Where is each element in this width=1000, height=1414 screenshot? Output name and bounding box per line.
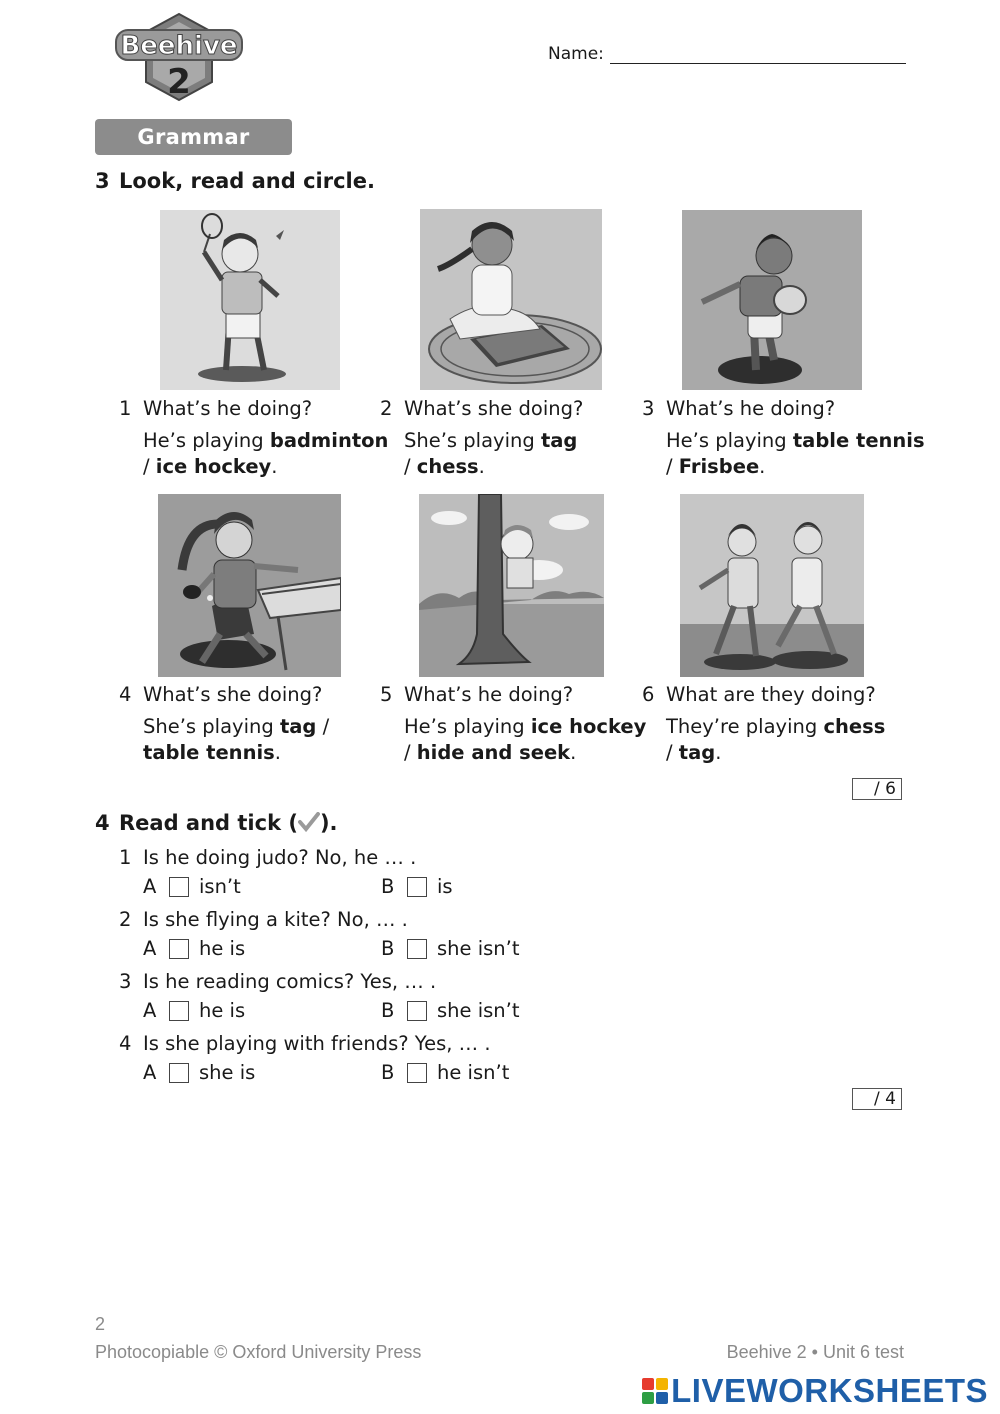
page-number: 2 xyxy=(95,1314,106,1334)
answer-line: He’s playing badminton xyxy=(143,429,389,452)
exercise-3-title-text: Look, read and circle. xyxy=(119,169,375,193)
answer-option[interactable]: table tennis xyxy=(792,429,925,452)
answer-line: They’re playing chess xyxy=(666,715,886,738)
answer-line: / tag. xyxy=(666,741,722,764)
answer-line: He’s playing ice hockey xyxy=(404,715,647,738)
answer-option[interactable]: tag xyxy=(279,715,317,738)
answer-line: table tennis. xyxy=(143,741,281,764)
exercise-4-number: 4 xyxy=(95,811,110,835)
question-item xyxy=(642,682,922,772)
score-box: / 4 xyxy=(852,1088,902,1110)
picture-table-tennis xyxy=(158,494,341,677)
question-text: Is he reading comics? Yes, … . xyxy=(143,970,437,993)
tick-question xyxy=(119,970,619,1026)
question-text: What’s he doing? xyxy=(404,683,574,706)
answer-option[interactable]: tag xyxy=(540,429,578,452)
option-a: A she is xyxy=(143,1061,256,1084)
tick-question xyxy=(119,1032,619,1088)
answer-line: She’s playing tag xyxy=(404,429,578,452)
liveworksheets-text: LIVEWORKSHEETS xyxy=(671,1372,988,1409)
picture-tag xyxy=(680,494,864,677)
liveworksheets-watermark xyxy=(642,1372,988,1410)
picture-hide-and-seek xyxy=(419,494,604,677)
question-number: 2 xyxy=(119,908,132,931)
answer-option[interactable]: table tennis xyxy=(143,741,275,764)
question-item xyxy=(380,682,647,772)
question-number: 1 xyxy=(119,846,132,869)
question-item xyxy=(642,396,925,486)
option-b: B she isn’t xyxy=(381,999,520,1022)
name-label: Name: xyxy=(548,44,604,64)
answer-option[interactable]: chess xyxy=(416,455,479,478)
picture-chess xyxy=(420,209,602,390)
question-text: Is she playing with friends? Yes, … . xyxy=(143,1032,491,1055)
exercise-3-number: 3 xyxy=(95,169,110,193)
beehive-logo xyxy=(112,10,246,104)
question-text: What’s he doing? xyxy=(666,397,836,420)
checkbox[interactable] xyxy=(407,1001,427,1021)
name-field[interactable] xyxy=(610,45,906,64)
option-b: B is xyxy=(381,875,453,898)
exercise-3-title xyxy=(95,169,375,193)
option-a: A he is xyxy=(143,937,246,960)
copyright-text: Photocopiable © Oxford University Press xyxy=(95,1342,422,1362)
exercise-4-title: 4 Read and tick ( ). xyxy=(95,811,338,835)
logo-text: Beehive xyxy=(120,31,238,61)
question-text: Is she flying a kite? No, … . xyxy=(143,908,408,931)
option-b: B he isn’t xyxy=(381,1061,510,1084)
answer-line: She’s playing tag / xyxy=(143,715,330,738)
checkbox[interactable] xyxy=(169,1001,189,1021)
answer-option[interactable]: ice hockey xyxy=(530,715,647,738)
option-a: A isn’t xyxy=(143,875,241,898)
checkbox[interactable] xyxy=(407,877,427,897)
checkbox[interactable] xyxy=(169,939,189,959)
checkbox[interactable] xyxy=(169,877,189,897)
answer-line: / ice hockey. xyxy=(143,455,278,478)
question-text: What’s she doing? xyxy=(143,683,323,706)
question-text: What’s he doing? xyxy=(143,397,313,420)
answer-line: / hide and seek. xyxy=(404,741,577,764)
question-number: 1 xyxy=(119,397,132,420)
question-text: What are they doing? xyxy=(666,683,876,706)
answer-option[interactable]: chess xyxy=(823,715,886,738)
logo-number: 2 xyxy=(167,62,191,102)
question-number: 3 xyxy=(642,397,655,420)
question-item xyxy=(380,396,640,486)
answer-option[interactable]: tag xyxy=(678,741,716,764)
question-number: 2 xyxy=(380,397,393,420)
question-number: 3 xyxy=(119,970,132,993)
course-text: Beehive 2 • Unit 6 test xyxy=(726,1342,904,1362)
section-tab: Grammar xyxy=(95,119,292,155)
answer-option[interactable]: ice hockey xyxy=(155,455,272,478)
picture-frisbee xyxy=(682,210,862,390)
answer-line: / chess. xyxy=(404,455,485,478)
question-item xyxy=(119,682,379,772)
picture-badminton xyxy=(160,210,340,390)
checkbox[interactable] xyxy=(407,1063,427,1083)
answer-option[interactable]: badminton xyxy=(269,429,389,452)
liveworksheets-logo-icon xyxy=(642,1378,668,1404)
tick-icon xyxy=(298,812,320,832)
question-item xyxy=(119,396,389,486)
name-row xyxy=(548,44,906,64)
answer-line: / Frisbee. xyxy=(666,455,766,478)
tick-question xyxy=(119,846,619,902)
tick-question xyxy=(119,908,619,964)
checkbox[interactable] xyxy=(169,1063,189,1083)
question-number: 5 xyxy=(380,683,393,706)
question-number: 4 xyxy=(119,683,132,706)
option-b: B she isn’t xyxy=(381,937,520,960)
question-number: 6 xyxy=(642,683,655,706)
answer-option[interactable]: hide and seek xyxy=(416,741,571,764)
question-text: Is he doing judo? No, he … . xyxy=(143,846,417,869)
score-box: / 6 xyxy=(852,778,902,800)
checkbox[interactable] xyxy=(407,939,427,959)
option-a: A he is xyxy=(143,999,246,1022)
answer-line: He’s playing table tennis xyxy=(666,429,925,452)
question-number: 4 xyxy=(119,1032,132,1055)
question-text: What’s she doing? xyxy=(404,397,584,420)
answer-option[interactable]: Frisbee xyxy=(678,455,760,478)
